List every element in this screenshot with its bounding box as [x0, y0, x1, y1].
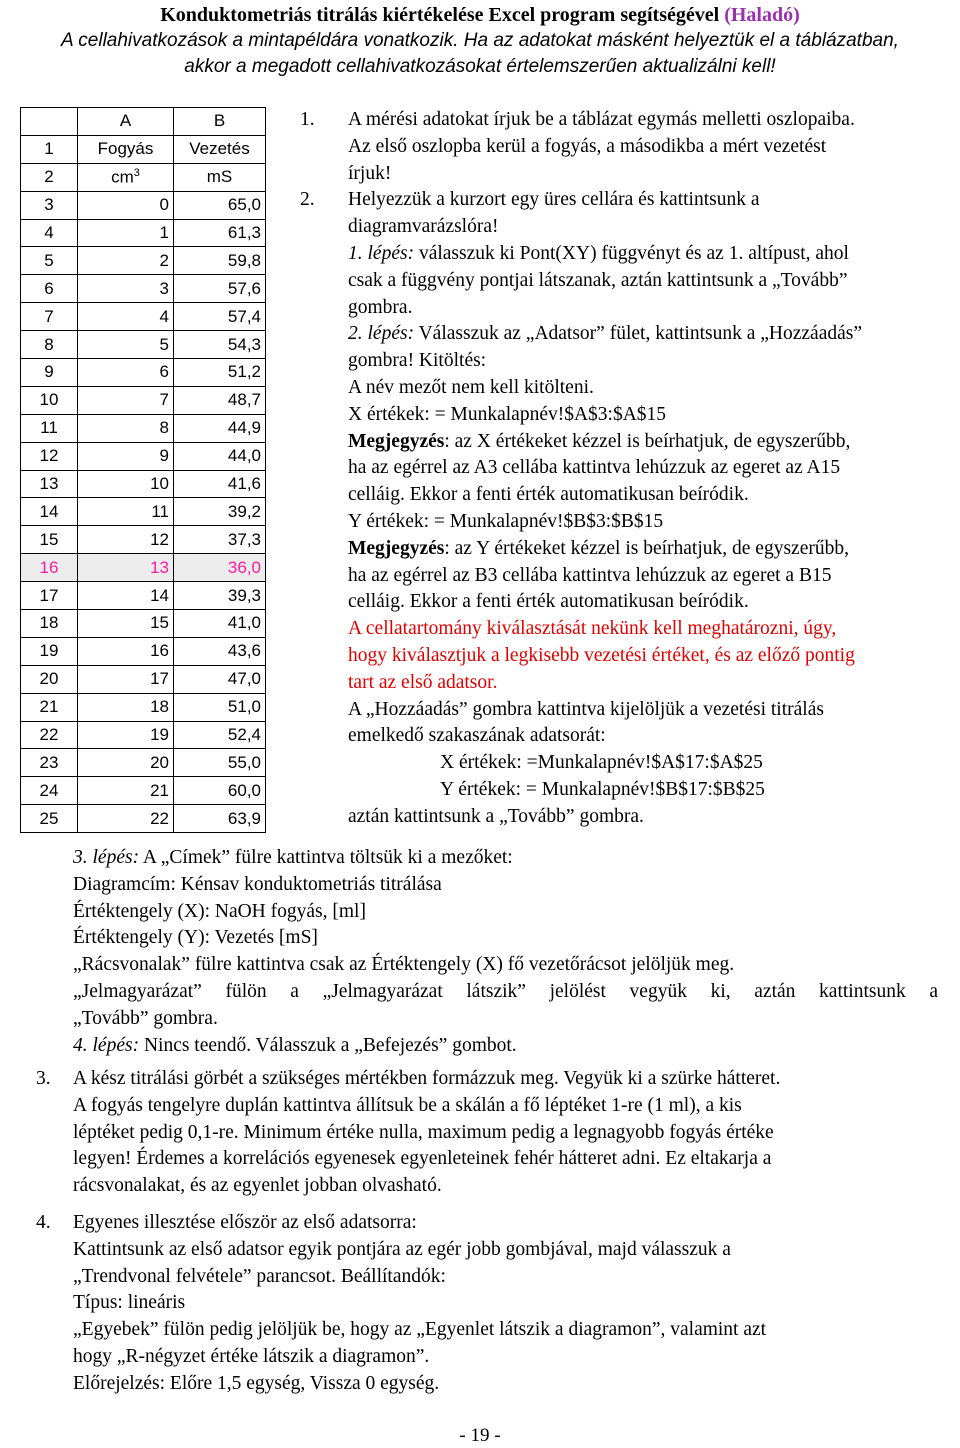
cell-fogyas[interactable]: 18: [78, 693, 174, 721]
cell-vezetes[interactable]: 60,0: [174, 777, 266, 805]
table-row: [21, 275, 266, 303]
step-number: 1.: [300, 109, 315, 130]
spreadsheet-table: [20, 107, 266, 833]
page-number: - 19 -: [459, 1425, 501, 1446]
cell-vezetes[interactable]: 61,3: [174, 219, 266, 247]
y-values-formula: Y értékek: = Munkalapnév!$B$3:$B$15: [348, 510, 664, 532]
row-number: 15: [21, 526, 78, 554]
red-warning-line-3: tart az első adatsor.: [348, 671, 498, 693]
row-number: 13: [21, 470, 78, 498]
table-row: [21, 359, 266, 387]
page-title: Konduktometriás titrálás kiértékelése Excel program segítségével (Haladó): [160, 4, 800, 26]
cell-vezetes[interactable]: 51,0: [174, 693, 266, 721]
cell-fogyas[interactable]: 13: [78, 554, 174, 582]
cell-vezetes[interactable]: 63,9: [174, 805, 266, 833]
item-number: 4.: [36, 1211, 51, 1233]
table-row: [21, 749, 266, 777]
cell-fogyas[interactable]: 6: [78, 359, 174, 387]
difficulty-badge: (Haladó): [724, 4, 800, 26]
list-item: 4. Egyenes illesztése először az első adatsorra: Kattintsunk az első adatsor egyik pontjára az egér jobb gombjával, majd válasszuk a „Trendvonal felvétele” parancsot. Beállítandók: Típus: lineáris „Egyebek” fülön pedig jelöljük be, hogy az „Egyenlet látszik a diagramon”, valamint azt hogy „R-négyzet értéke látszik a diagramon”. Előrejelzés: Előre 1,5 egység, Vissza 0 egység.: [36, 1210, 938, 1398]
table-row: [21, 442, 266, 470]
substep-label: 1. lépés:: [348, 242, 415, 264]
row-number: 7: [21, 303, 78, 331]
column-header-a[interactable]: A: [78, 108, 174, 136]
item-number: 3.: [36, 1068, 51, 1089]
table-row: [21, 163, 266, 191]
row-number: 11: [21, 414, 78, 442]
header-note-line-2: akkor a megadott cellahivatkozásokat értelemszerűen aktualizálni kell!: [184, 56, 776, 77]
cell-fogyas-header[interactable]: Fogyás: [78, 135, 174, 163]
cell-unit-a[interactable]: $cm^3$: [78, 163, 174, 191]
cell-fogyas[interactable]: 11: [78, 498, 174, 526]
row-number: 8: [21, 331, 78, 359]
cell-fogyas[interactable]: 16: [78, 637, 174, 665]
table-row: [21, 470, 266, 498]
table-row: [21, 303, 266, 331]
table-row: [21, 777, 266, 805]
row-number: 14: [21, 498, 78, 526]
table-row: [21, 498, 266, 526]
cell-vezetes[interactable]: 41,0: [174, 610, 266, 638]
cell-unit-b[interactable]: mS: [174, 163, 266, 191]
row-number: 19: [21, 637, 78, 665]
cell-fogyas[interactable]: 5: [78, 331, 174, 359]
page-header: [20, 2, 940, 80]
row-number: 2: [21, 163, 78, 191]
note-label: Megjegyzés: [348, 537, 445, 559]
row-number: 17: [21, 582, 78, 610]
cell-vezetes[interactable]: 57,4: [174, 303, 266, 331]
row-number: 20: [21, 665, 78, 693]
instruction-steps: 1. A mérési adatokat írjuk be a táblázat egymás melletti oszlopaiba. Az első oszlopba kerül a fogyás, a másodikba a mért vezetést írjuk! 2. Helyezzük a kurzort egy üres cellára és kattintsunk a diagramvarázslóra! 1. lépés: válasszuk ki Pont(XY) függvényt és az 1. altípust, ahol csak a függvény pontjai látszanak, aztán kattintsunk a „Tovább” gombra. 2. lépés: Válasszuk az „Adatsor” fület, kattintsunk a „Hozzáadás” gombra! Kitöltés: A név mezőt nem kell kitölteni. X értékek: = Munkalapnév!$A$3:$A$15 Megjegyzés: az X értékeket kézzel is beírhatjuk, de egyszerűbb, ha az egérrel az A3 cellába kattintva lehúzzuk az egeret az A15 celláig. Ekkor a fenti érték automatikusan beíródik. Y értékek: = Munkalapnév!$B$3:$B$15 Megjegyzés: az Y értékeket kézzel is beírhatjuk, de egyszerűbb, ha az egérrel az B3 cellába kattintva lehúzzuk az egeret a B15 celláig. Ekkor a fenti érték automatikusan beíródik. A cellatartomány kiválasztását nekünk kell meghatározni, úgy, hogy kiválasztjuk a legkisebb vezetési értéket, és az előző pontig tart az első adatsor. A „Hozzáadás” gombra kattintva kijelöljük a vezetési titrálás emelkedő szakaszának adatsorát: X értékek: =Munkalapnév!$A$17:$A$25 Y értékek: = Munkalapnév!$B$17:$B$25 aztán kattintsunk a „Tovább” gombra.: [300, 107, 950, 831]
cell-fogyas[interactable]: 15: [78, 610, 174, 638]
cell-fogyas[interactable]: 10: [78, 470, 174, 498]
red-warning-line-2: hogy kiválasztjuk a legkisebb vezetési értéket, és az előző pontig: [348, 644, 855, 666]
row-number: 5: [21, 247, 78, 275]
cell-vezetes[interactable]: 57,6: [174, 275, 266, 303]
table-row: [21, 219, 266, 247]
cell-vezetes[interactable]: 54,3: [174, 331, 266, 359]
row-number: 25: [21, 805, 78, 833]
corner-cell: [21, 108, 78, 136]
substep-label: 2. lépés:: [348, 323, 415, 345]
row-number: 6: [21, 275, 78, 303]
table-row: [21, 805, 266, 833]
red-warning-line-1: A cellatartomány kiválasztását nekünk kell meghatározni, úgy,: [348, 618, 837, 640]
cell-fogyas[interactable]: 22: [78, 805, 174, 833]
cell-fogyas[interactable]: 17: [78, 665, 174, 693]
table-row: [21, 386, 266, 414]
chart-wizard-steps: 3. lépés: A „Címek” fülre kattintva töltsük ki a mezőket: Diagramcím: Kénsav konduktometriás titrálása Értéktengely (X): NaOH fogyás, [ml] Értéktengely (Y): Vezetés [mS] „Rácsvonalak” fülre kattintva csak az Értéktengely (X) fő vezetőrácsot jelöljük meg. „Jelmagyarázat” fülön a „Jelmagyarázat látszik” jelölést vegyük ki, aztán kattintsunk a „Tovább” gombra. 4. lépés: Nincs teendő. Válasszuk a „Befejezés” gombot.: [73, 847, 938, 1056]
step-number: 2.: [300, 189, 315, 211]
cell-fogyas[interactable]: 14: [78, 582, 174, 610]
row-number: 24: [21, 777, 78, 805]
row-number: 22: [21, 721, 78, 749]
cell-vezetes[interactable]: 48,7: [174, 386, 266, 414]
table-row: [21, 331, 266, 359]
cell-fogyas[interactable]: 12: [78, 526, 174, 554]
numbered-items: [36, 1066, 938, 1398]
table-row: [21, 582, 266, 610]
table-row: [21, 247, 266, 275]
row-number: 3: [21, 191, 78, 219]
cell-vezetes[interactable]: 47,0: [174, 665, 266, 693]
table-row: [21, 414, 266, 442]
cell-vezetes[interactable]: 44,9: [174, 414, 266, 442]
column-header-b[interactable]: B: [174, 108, 266, 136]
cell-vezetes[interactable]: 51,2: [174, 359, 266, 387]
cell-vezetes[interactable]: 39,3: [174, 582, 266, 610]
cell-fogyas[interactable]: 21: [78, 777, 174, 805]
cell-vezetes[interactable]: 65,0: [174, 191, 266, 219]
second-y-formula: Y értékek: = Munkalapnév!$B$17:$B$25: [440, 778, 765, 800]
cell-vezetes[interactable]: 39,2: [174, 498, 266, 526]
row-number: 10: [21, 386, 78, 414]
note-label: Megjegyzés: [348, 430, 445, 452]
table-row: [21, 191, 266, 219]
cell-fogyas[interactable]: 4: [78, 303, 174, 331]
substep-label: 4. lépés:: [73, 1034, 140, 1056]
table-row: [21, 721, 266, 749]
table-row: [21, 693, 266, 721]
cell-fogyas[interactable]: 9: [78, 442, 174, 470]
table-row: [21, 610, 266, 638]
cell-fogyas[interactable]: 8: [78, 414, 174, 442]
column-header-row: [21, 108, 266, 136]
row-number: 23: [21, 749, 78, 777]
cell-vezetes[interactable]: 43,6: [174, 637, 266, 665]
header-note-line-1: A cellahivatkozások a mintapéldára vonatkozik. Ha az adatokat másként helyeztük el a táblázatban,: [61, 30, 899, 51]
cell-vezetes[interactable]: 44,0: [174, 442, 266, 470]
substep-label: 3. lépés:: [73, 847, 140, 868]
row-number: 12: [21, 442, 78, 470]
second-x-formula: X értékek: =Munkalapnév!$A$17:$A$25: [440, 752, 763, 774]
cell-fogyas[interactable]: 0: [78, 191, 174, 219]
row-number: 16: [21, 554, 78, 582]
table-row: [21, 665, 266, 693]
cell-vezetes[interactable]: 55,0: [174, 749, 266, 777]
list-item: 3. A kész titrálási görbét a szükséges mértékben formázzuk meg. Vegyük ki a szürke hátteret. A fogyás tengelyre duplán kattintva állítsuk be a skálán a fő léptéket 1-re (1 ml), a kis léptéket pedig 0,1-re. Minimum értéke nulla, maximum pedig a legnagyobb fogyás értéke legyen! Érdemes a korrelációs egyenesek egyenleteinek fehér hátteret adni. Ez eltakarja a rácsvonalakat, és az egyenlet jobban olvasható.: [36, 1066, 938, 1200]
cell-fogyas[interactable]: 2: [78, 247, 174, 275]
cell-fogyas[interactable]: 20: [78, 749, 174, 777]
cell-fogyas[interactable]: 7: [78, 386, 174, 414]
row-number: 9: [21, 359, 78, 387]
cell-vezetes[interactable]: 36,0: [174, 554, 266, 582]
x-values-formula: X értékek: = Munkalapnév!$A$3:$A$15: [348, 403, 667, 425]
row-number: 18: [21, 610, 78, 638]
table-row: [21, 554, 266, 582]
cell-vezetes-header[interactable]: Vezetés: [174, 135, 266, 163]
table-row: [21, 135, 266, 163]
cell-fogyas[interactable]: 19: [78, 721, 174, 749]
cell-vezetes[interactable]: 41,6: [174, 470, 266, 498]
row-number: 1: [21, 135, 78, 163]
cell-vezetes[interactable]: 52,4: [174, 721, 266, 749]
cell-vezetes[interactable]: 59,8: [174, 247, 266, 275]
cell-fogyas[interactable]: 3: [78, 275, 174, 303]
row-number: 21: [21, 693, 78, 721]
cell-fogyas[interactable]: 1: [78, 219, 174, 247]
table-row: [21, 526, 266, 554]
table-row: [21, 637, 266, 665]
cell-vezetes[interactable]: 37,3: [174, 526, 266, 554]
row-number: 4: [21, 219, 78, 247]
